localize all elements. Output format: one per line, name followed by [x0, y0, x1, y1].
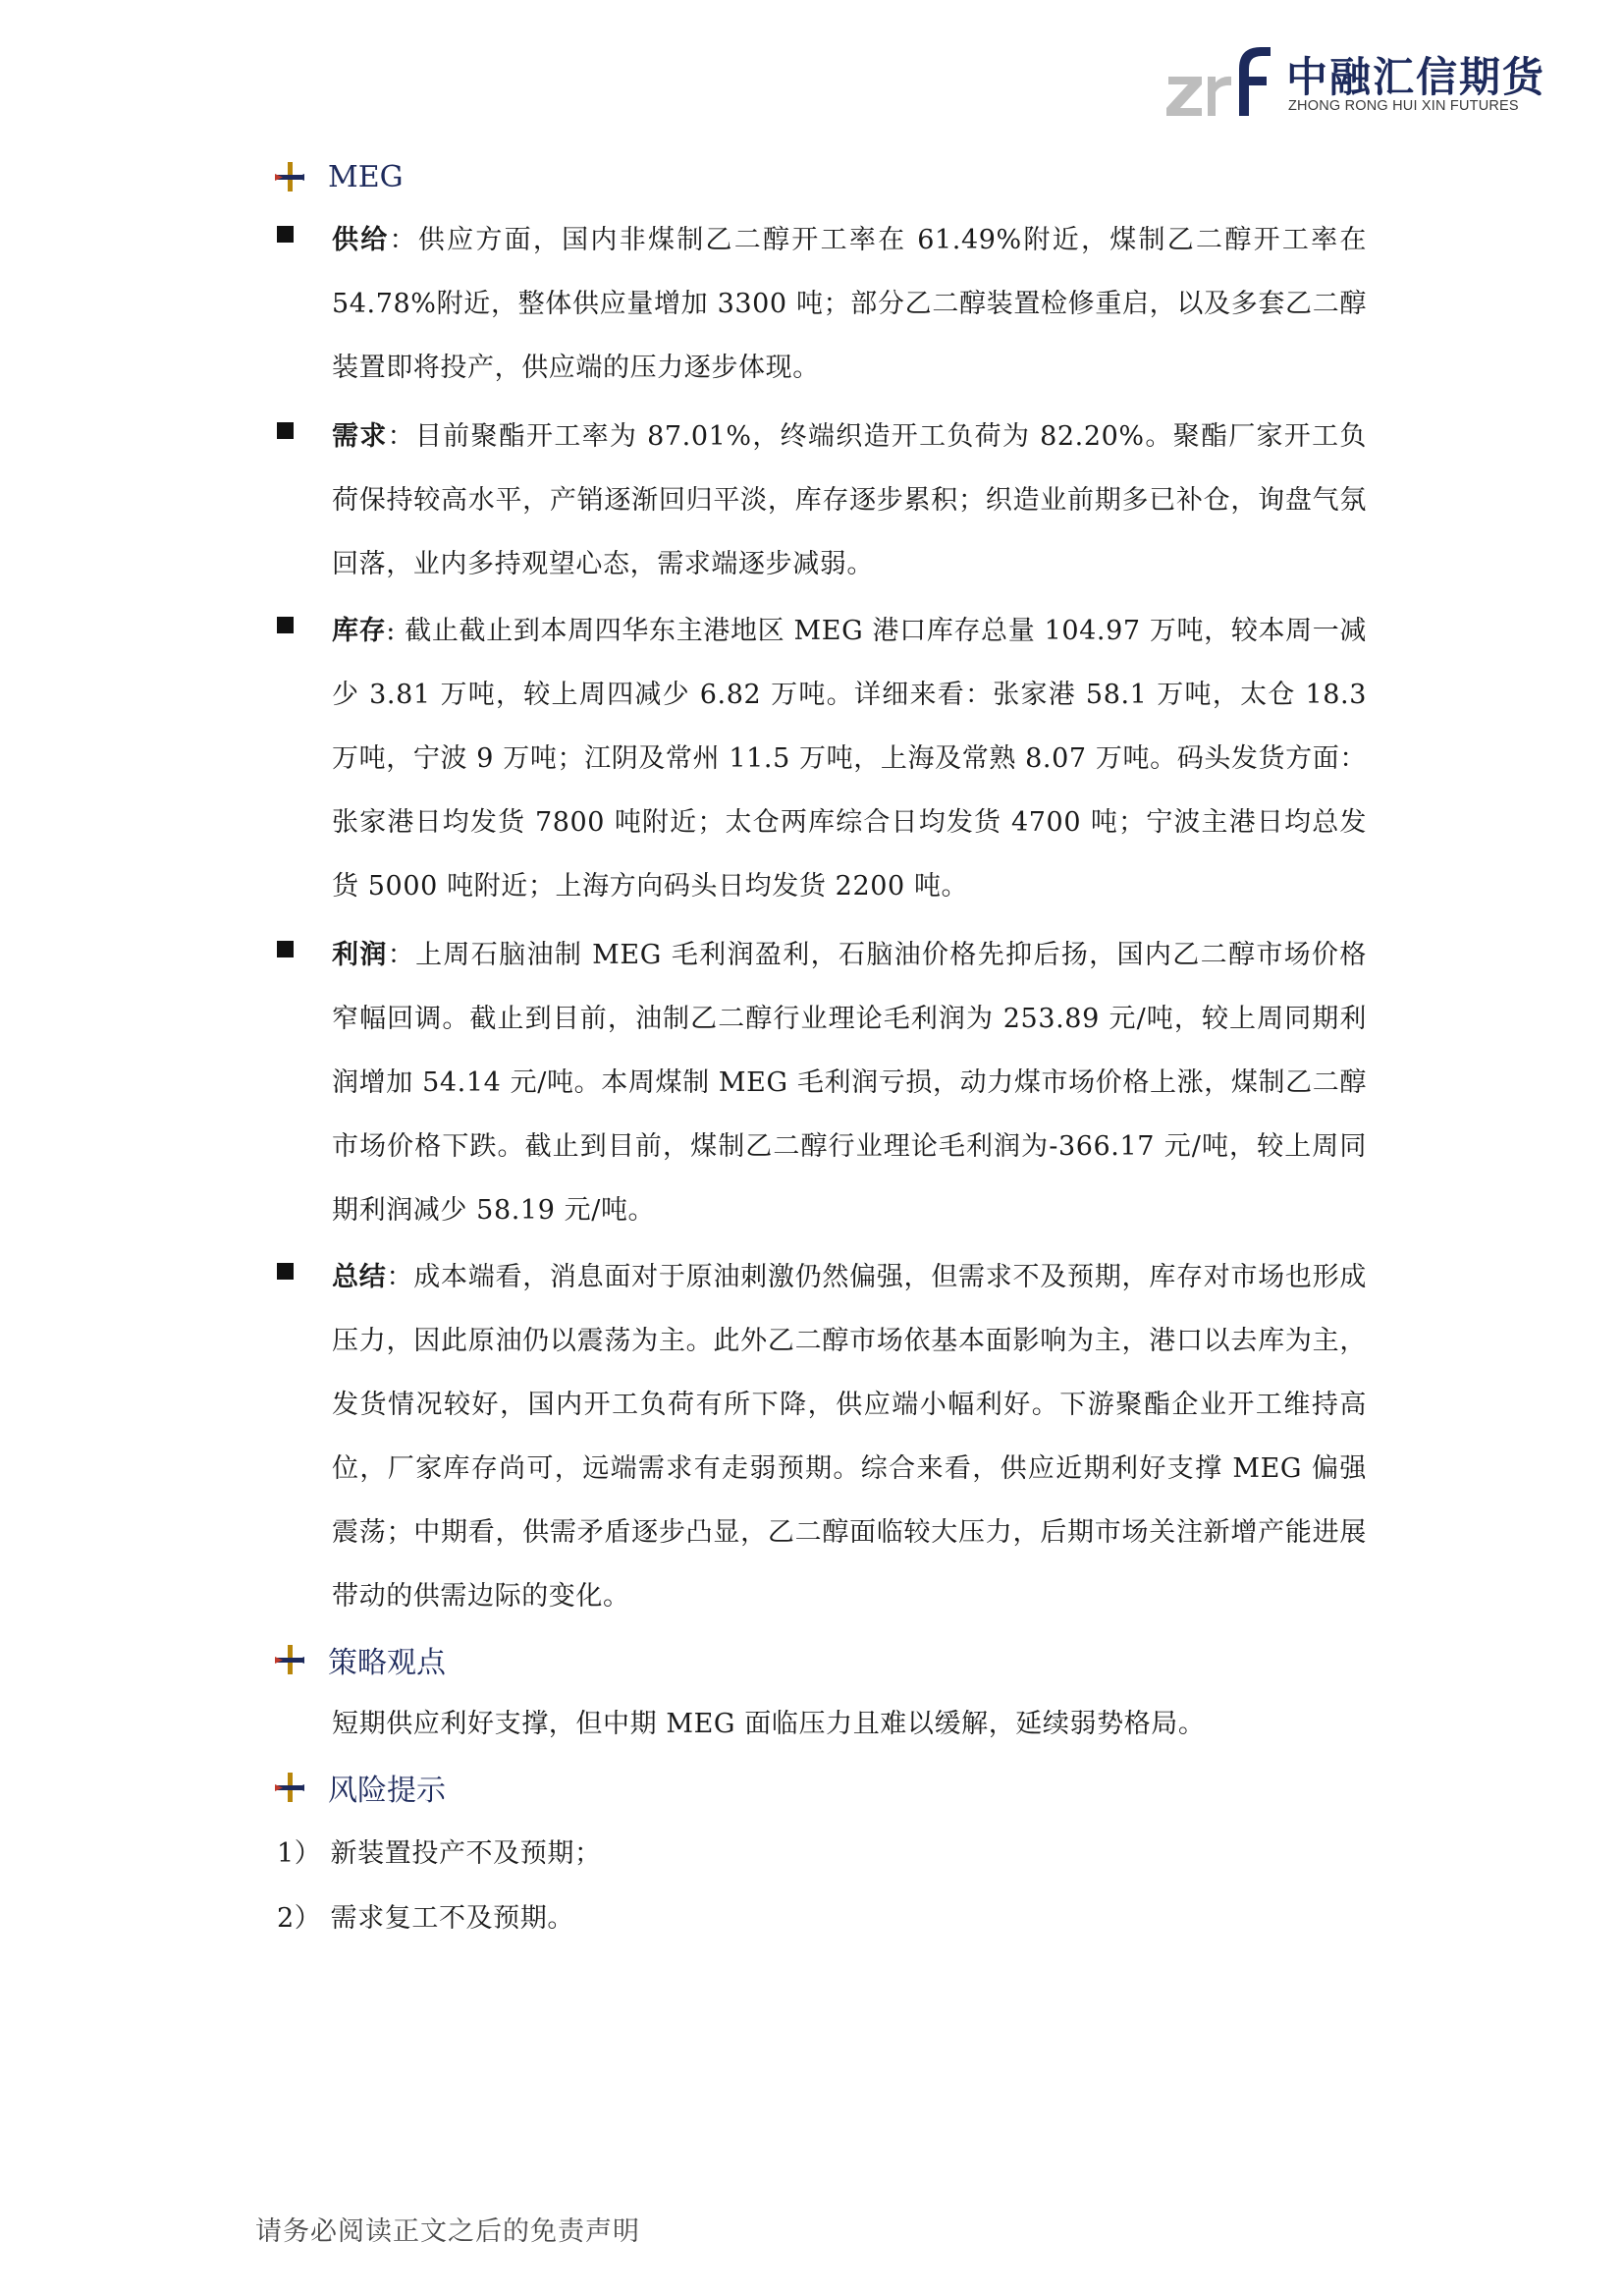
logo-english-name: ZHONG RONG HUI XIN FUTURES — [1288, 98, 1519, 114]
company-logo — [1163, 39, 1546, 124]
bullet-summary-text — [332, 1245, 1367, 1628]
bullet-demand-text — [332, 405, 1367, 596]
strategy-text: 短期供应利好支撑，但中期 MEG 面临压力且难以缓解，延续弱势格局。 — [332, 1709, 1206, 1739]
bullet-square-icon — [277, 226, 294, 243]
bullet-supply-text — [332, 208, 1367, 400]
risk-item: 2） 需求复工不及预期。 — [277, 1903, 574, 1934]
disclaimer-footer: 请务必阅读正文之后的免责声明 — [255, 2216, 640, 2247]
bullet-inventory-text — [332, 599, 1367, 918]
zrf-logo-mark — [1163, 39, 1272, 124]
bullet-profit-text — [332, 923, 1367, 1242]
bullet-separator: ： — [389, 225, 418, 255]
section-arrow-icon — [273, 160, 306, 193]
bullet-label: 需求 — [332, 421, 388, 452]
bullet-separator: : — [386, 616, 406, 646]
section-title-strategy: 策略观点 — [328, 1646, 446, 1680]
bullet-body: 成本端看，消息面对于原油刺激仍然偏强，但需求不及预期，库存对市场也形成压力，因此原油仍以震荡为主。此外乙二醇市场依基本面影响为主，港口以去库为主，发货情况较好，国内开工负荷有所下降，供应端小幅利好。下游聚酯企业开工维持高位，厂家库存尚可，远端需求有走弱预期。综合来看，供应近期利好支撑 MEG 偏强震荡；中期看，供需矛盾逐步凸显，乙二醇面临较大压力，后期市场关注新增产能进展带动的供需边际的变化。 — [332, 1262, 1367, 1612]
bullet-square-icon — [277, 941, 294, 957]
bullet-square-icon — [277, 617, 294, 633]
bullet-label: 利润 — [332, 940, 388, 970]
bullet-label: 库存 — [332, 616, 387, 646]
section-arrow-icon — [273, 1643, 306, 1676]
bullet-separator: ： — [387, 421, 415, 452]
bullet-square-icon — [277, 422, 294, 439]
section-heading-risk — [273, 1766, 446, 1809]
bullet-body: 供应方面，国内非煤制乙二醇开工率在 61.49%附近，煤制乙二醇开工率在 54.78%附近，整体供应量增加 3300 吨；部分乙二醇装置检修重启，以及多套乙二醇装置即将投产，供应端的压力逐步体现。 — [332, 225, 1368, 383]
section-heading-meg — [273, 155, 404, 198]
logo-chinese-name: 中融汇信期货 — [1286, 53, 1546, 101]
risk-item: 1） 新装置投产不及预期； — [277, 1838, 602, 1869]
bullet-separator: ： — [386, 1262, 414, 1292]
bullet-body: 上周石脑油制 MEG 毛利润盈利，石脑油价格先抑后扬，国内乙二醇市场价格窄幅回调。截止到目前，油制乙二醇行业理论毛利润为 253.89 元/吨，较上周同期利润增加 54.14 元/吨。本周煤制 MEG 毛利润亏损，动力煤市场价格上涨，煤制乙二醇市场价格下跌。截止到目前，煤制乙二醇行业理论毛利润为-366.17 元/吨，较上周同期利润减少 58.19 元/吨。 — [332, 940, 1367, 1226]
bullet-square-icon — [277, 1263, 294, 1280]
bullet-label: 供给 — [332, 225, 390, 255]
section-title-meg: MEG — [328, 159, 404, 194]
section-title-risk: 风险提示 — [328, 1774, 446, 1808]
bullet-body: 目前聚酯开工率为 87.01%，终端织造开工负荷为 82.20%。聚酯厂家开工负荷保持较高水平，产销逐渐回归平淡，库存逐步累积；织造业前期多已补仓，询盘气氛回落，业内多持观望心态，需求端逐步减弱。 — [332, 421, 1367, 579]
bullet-label: 总结 — [332, 1262, 387, 1292]
bullet-separator: ： — [387, 940, 416, 970]
bullet-body: 截止截止到本周四华东主港地区 MEG 港口库存总量 104.97 万吨，较本周一减少 3.81 万吨，较上周四减少 6.82 万吨。详细来看：张家港 58.1 万吨，太仓 18.3 万吨，宁波 9 万吨；江阴及常州 11.5 万吨，上海及常熟 8.07 万吨。码头发货方面：张家港日均发货 7800 吨附近；太仓两库综合日均发货 4700 吨；宁波主港日均总发货 5000 吨附近；上海方向码头日均发货 2200 吨。 — [332, 616, 1367, 902]
section-arrow-icon — [273, 1771, 306, 1804]
section-heading-strategy — [273, 1638, 446, 1681]
